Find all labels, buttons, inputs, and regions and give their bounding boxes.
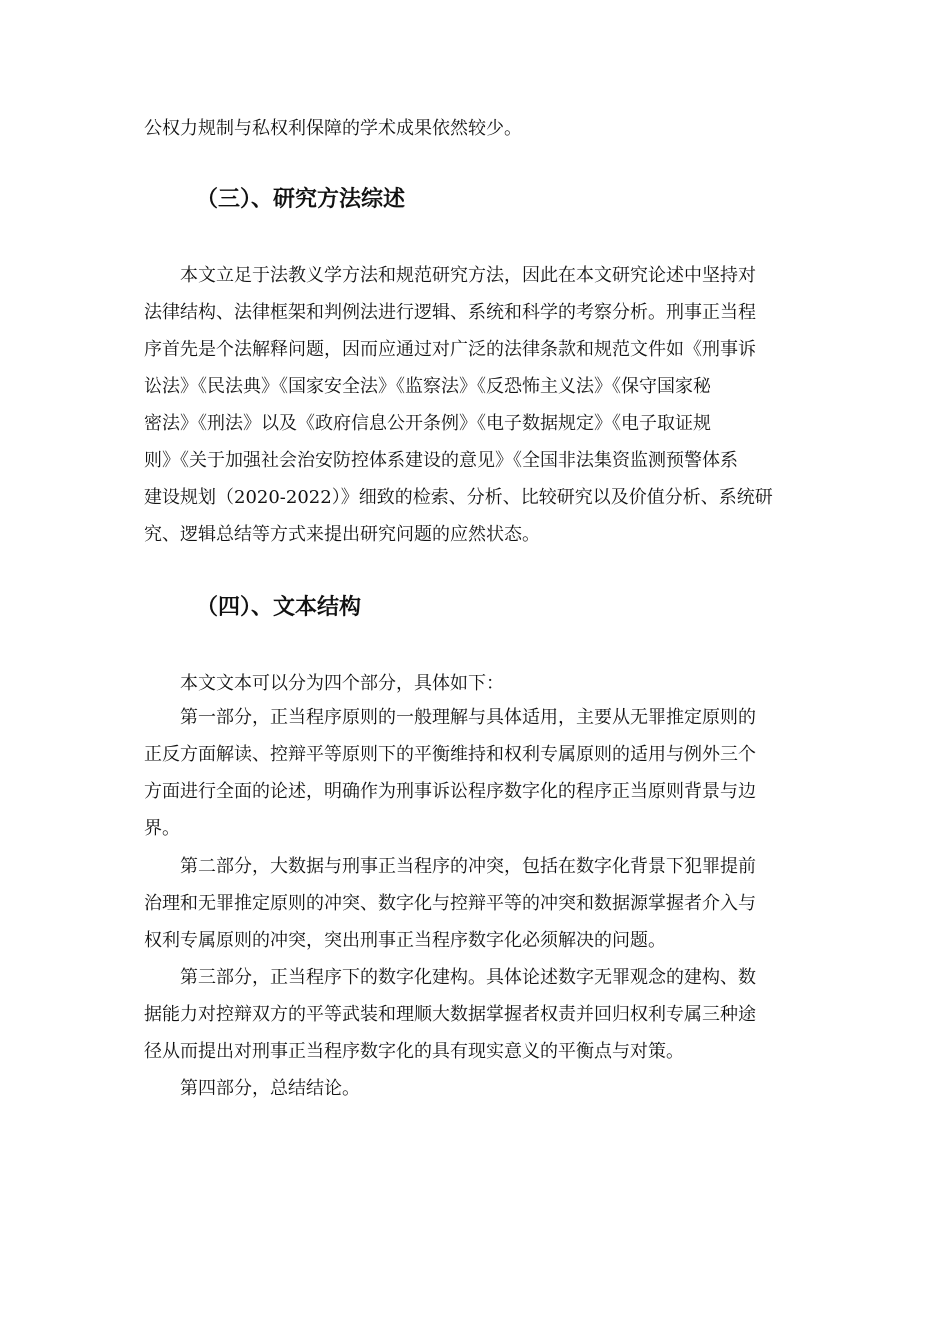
paragraph-line: 界。	[144, 818, 180, 839]
paragraph-line: 密法》《刑法》以及《政府信息公开条例》《电子数据规定》《电子取证规	[144, 413, 711, 434]
paragraph-line: 第三部分，正当程序下的数字化建构。具体论述数字无罪观念的建构、数	[180, 967, 756, 988]
paragraph-line: 序首先是个法解释问题，因而应通过对广泛的法律条款和规范文件如《刑事诉	[144, 339, 756, 360]
paragraph-line: 据能力对控辩双方的平等武装和理顺大数据掌握者权责并回归权利专属三种途	[144, 1004, 756, 1025]
paragraph-line: 讼法》《民法典》《国家安全法》《监察法》《反恐怖主义法》《保守国家秘	[144, 376, 711, 397]
paragraph-line: 权利专属原则的冲突，突出刑事正当程序数字化必须解决的问题。	[144, 930, 666, 951]
paragraph-line: 第一部分，正当程序原则的一般理解与具体适用，主要从无罪推定原则的	[180, 707, 756, 728]
paragraph-line: 径从而提出对刑事正当程序数字化的具有现实意义的平衡点与对策。	[144, 1041, 684, 1062]
paragraph-line: 治理和无罪推定原则的冲突、数字化与控辩平等的冲突和数据源掌握者介入与	[144, 893, 756, 914]
paragraph-line: 本文文本可以分为四个部分，具体如下：	[180, 673, 504, 694]
intro-continuation-line: 公权力规制与私权利保障的学术成果依然较少。	[144, 118, 522, 139]
paragraph-line: 方面进行全面的论述，明确作为刑事诉讼程序数字化的程序正当原则背景与边	[144, 781, 756, 802]
paragraph-line: 建设规划（2020-2022）》细致的检索、分析、比较研究以及价值分析、系统研	[144, 487, 773, 508]
paragraph-line: 第四部分，总结结论。	[180, 1078, 360, 1099]
paragraph-line: 第二部分，大数据与刑事正当程序的冲突，包括在数字化背景下犯罪提前	[180, 856, 756, 877]
paragraph-line: 究、逻辑总结等方式来提出研究问题的应然状态。	[144, 524, 540, 545]
section-heading-text-structure: （四）、文本结构	[196, 595, 362, 620]
paragraph-line: 本文立足于法教义学方法和规范研究方法，因此在本文研究论述中坚持对	[180, 265, 756, 286]
paragraph-line: 正反方面解读、控辩平等原则下的平衡维持和权利专属原则的适用与例外三个	[144, 744, 756, 765]
paragraph-line: 法律结构、法律框架和判例法进行逻辑、系统和科学的考察分析。刑事正当程	[144, 302, 756, 323]
paragraph-line: 则》《关于加强社会治安防控体系建设的意见》《全国非法集资监测预警体系	[144, 450, 738, 471]
section-heading-research-methods: （三）、研究方法综述	[196, 187, 406, 212]
